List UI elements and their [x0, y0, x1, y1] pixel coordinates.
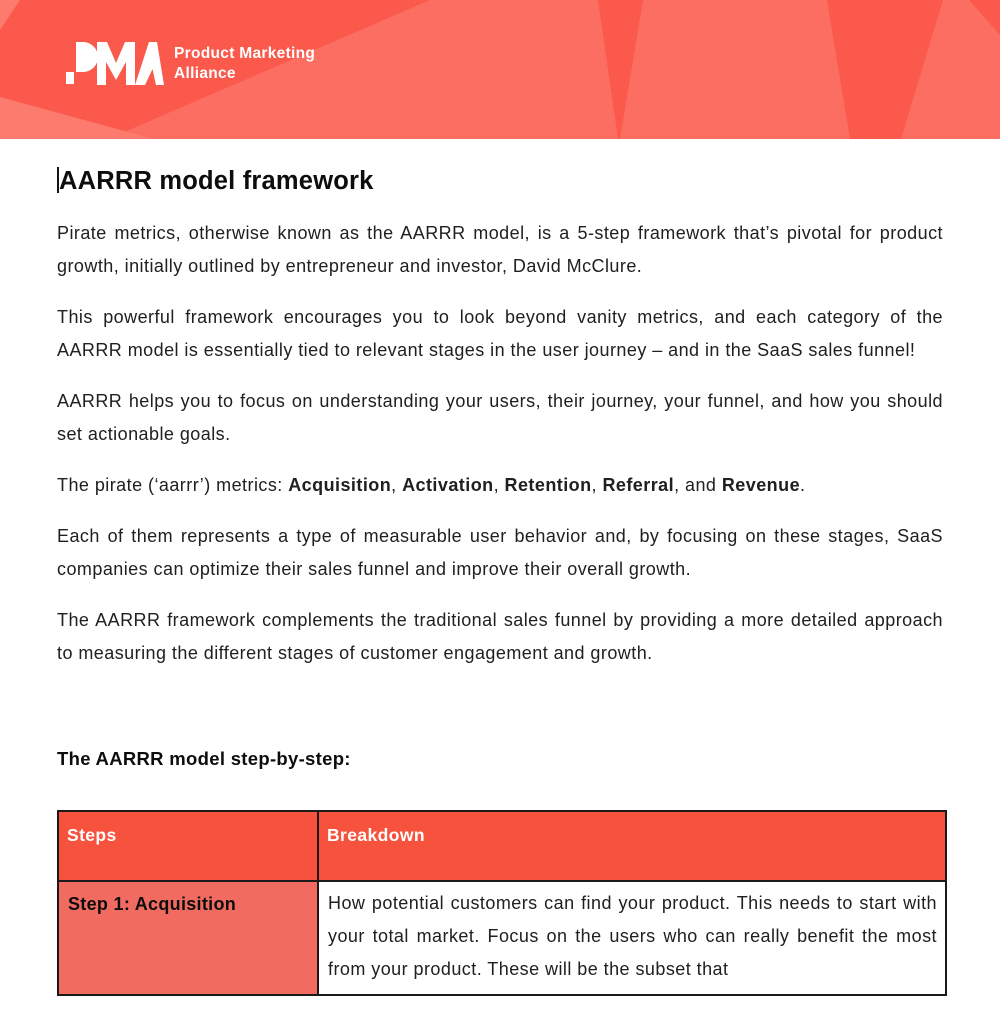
brand-line-1: Product Marketing: [174, 45, 316, 62]
paragraph: The pirate (‘aarrr’) metrics: Acquisition, Activation, Retention, Referral, and Revenue.: [57, 475, 806, 495]
column-header-steps: Steps: [58, 811, 318, 881]
paragraph: Each of them represents a type of measurable user behavior and, by focusing on these stages, SaaS companies can optimize their sales funnel and improve their overall growth.: [57, 526, 943, 579]
breakdown-cell: How potential customers can find your product. This needs to start with your total market. Focus on the users who can really benefit the most from your product. These will be the subset that: [318, 881, 946, 995]
section-heading: The AARRR model step-by-step:: [57, 748, 351, 769]
paragraph: AARRR helps you to focus on understanding your users, their journey, your funnel, and how you should set actionable goals.: [57, 391, 943, 444]
aarrr-steps-table: [57, 810, 947, 996]
table-body: [58, 881, 946, 995]
table-row: [58, 881, 946, 995]
header-banner: [0, 0, 1000, 139]
brand-name: [174, 42, 315, 83]
paragraphs: [57, 217, 943, 670]
brand-line-2: Alliance: [174, 64, 236, 82]
page-title-text: AARRR model framework: [59, 167, 374, 195]
paragraph: The AARRR framework complements the traditional sales funnel by providing a more detailed approach to measuring the different stages of customer engagement and growth.: [57, 610, 943, 663]
page-title: [57, 164, 943, 198]
pma-logo-icon: [66, 42, 164, 86]
document-body[interactable]: [0, 164, 1000, 996]
paragraph: Pirate metrics, otherwise known as the AARRR model, is a 5-step framework that’s pivotal for product growth, initially outlined by entrepreneur and investor, David McClure.: [57, 223, 943, 276]
pma-logo: [66, 42, 315, 86]
step-cell: Step 1: Acquisition: [58, 881, 318, 995]
table-header-row: [58, 811, 946, 881]
paragraph: This powerful framework encourages you to look beyond vanity metrics, and each category of the AARRR model is essentially tied to relevant stages in the user journey – and in the SaaS sales funnel!: [57, 307, 943, 360]
column-header-breakdown: Breakdown: [318, 811, 946, 881]
